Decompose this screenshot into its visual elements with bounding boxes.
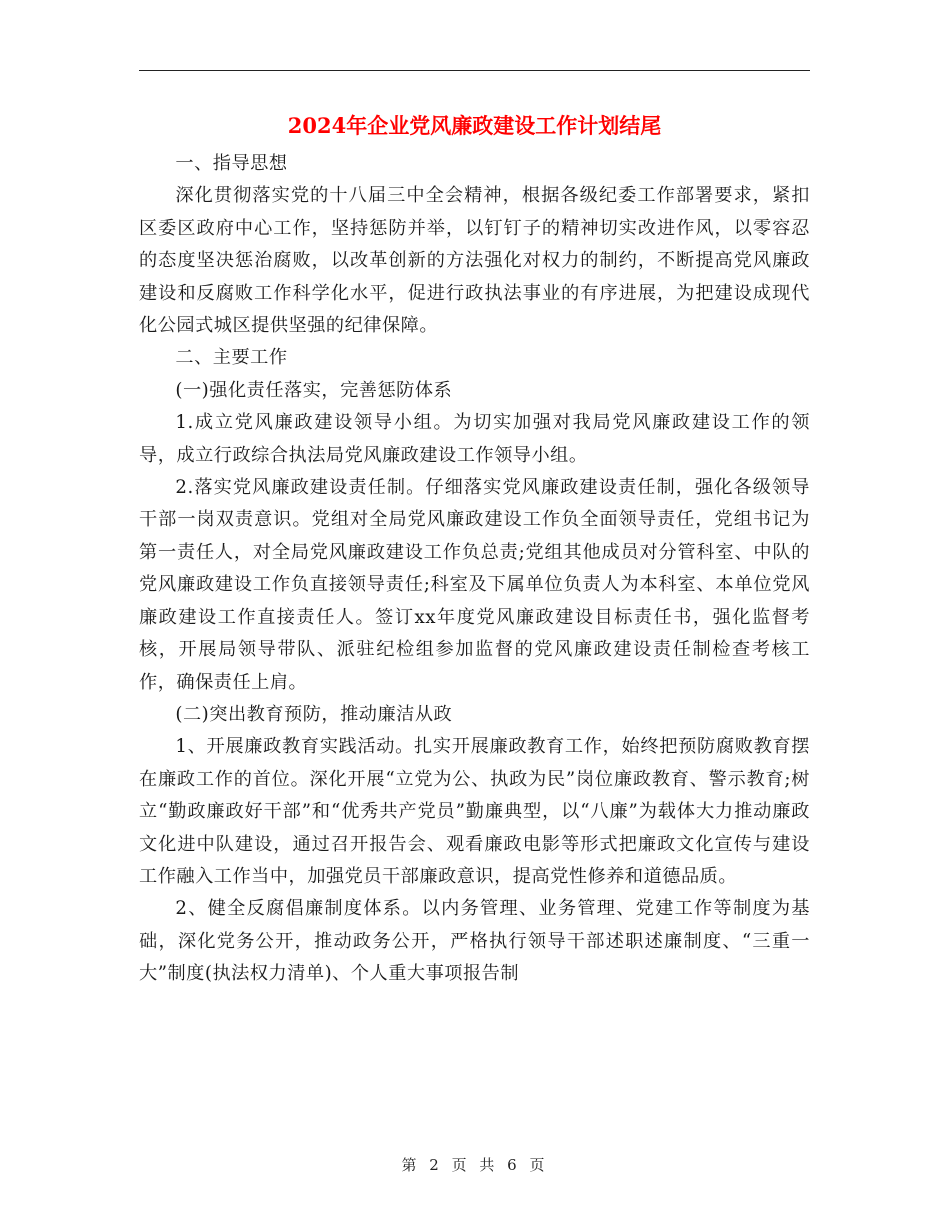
section-heading-main-work: 二、主要工作	[175, 347, 288, 369]
paragraph-leadership-group: 1.成立党风廉政建设领导小组。为切实加强对我局党风廉政建设工作的领导，成立行政综合执法局党风廉政建设工作领导小组。	[139, 412, 810, 466]
paragraph-system-building: 2、健全反腐倡廉制度体系。以内务管理、业务管理、党建工作等制度为基础，深化党务公开，推动政务公开，严格执行领导干部述职述廉制度、“三重一大”制度(执法权力清单)、个人重大事项报告制	[139, 898, 810, 985]
document-title: 2024年企业党风廉政建设工作计划结尾	[287, 113, 662, 138]
header-rule	[139, 70, 810, 71]
section-heading-guiding-thought: 一、指导思想	[175, 153, 288, 174]
subsection-heading-responsibility: (一)强化责任落实，完善惩防体系	[175, 379, 453, 401]
document-body	[139, 148, 810, 991]
paragraph-responsibility-system: 2.落实党风廉政建设责任制。仔细落实党风廉政建设责任制，强化各级领导干部一岗双责意识。党组对全局党风廉政建设工作负全面领导责任，党组书记为第一责任人，对全局党风廉政建设工作负总责;党组其他成员对分管科室、中队的党风廉政建设工作负直接领导责任;科室及下属单位负责人为本科室、本单位党风廉政建设工作直接责任人。签订xx年度党风廉政建设目标责任书，强化监督考核，开展局领导带队、派驻纪检组参加监督的党风廉政建设责任制检查考核工作，确保责任上肩。	[139, 477, 810, 693]
paragraph-education-activity: 1、开展廉政教育实践活动。扎实开展廉政教育工作，始终把预防腐败教育摆在廉政工作的首位。深化开展“立党为公、执政为民”岗位廉政教育、警示教育;树立“勤政廉政好干部”和“优秀共产党员”勤廉典型，以“八廉”为载体大力推动廉政文化进中队建设，通过召开报告会、观看廉政电影等形式把廉政文化宣传与建设工作融入工作当中，加强党员干部廉政意识，提高党性修养和道德品质。	[139, 736, 810, 887]
paragraph-guiding-thought: 深化贯彻落实党的十八届三中全会精神，根据各级纪委工作部署要求，紧扣区委区政府中心工作，坚持惩防并举，以钉钉子的精神切实改进作风，以零容忍的态度坚决惩治腐败，以改革创新的方法强化对权力的制约，不断提高党风廉政建设和反腐败工作科学化水平，促进行政执法事业的有序进展，为把建设成现代化公园式城区提供坚强的纪律保障。	[139, 185, 810, 337]
subsection-heading-education: (二)突出教育预防，推动廉洁从政	[175, 703, 453, 725]
page-number-footer: 第 2 页 共 6 页	[401, 1156, 549, 1174]
